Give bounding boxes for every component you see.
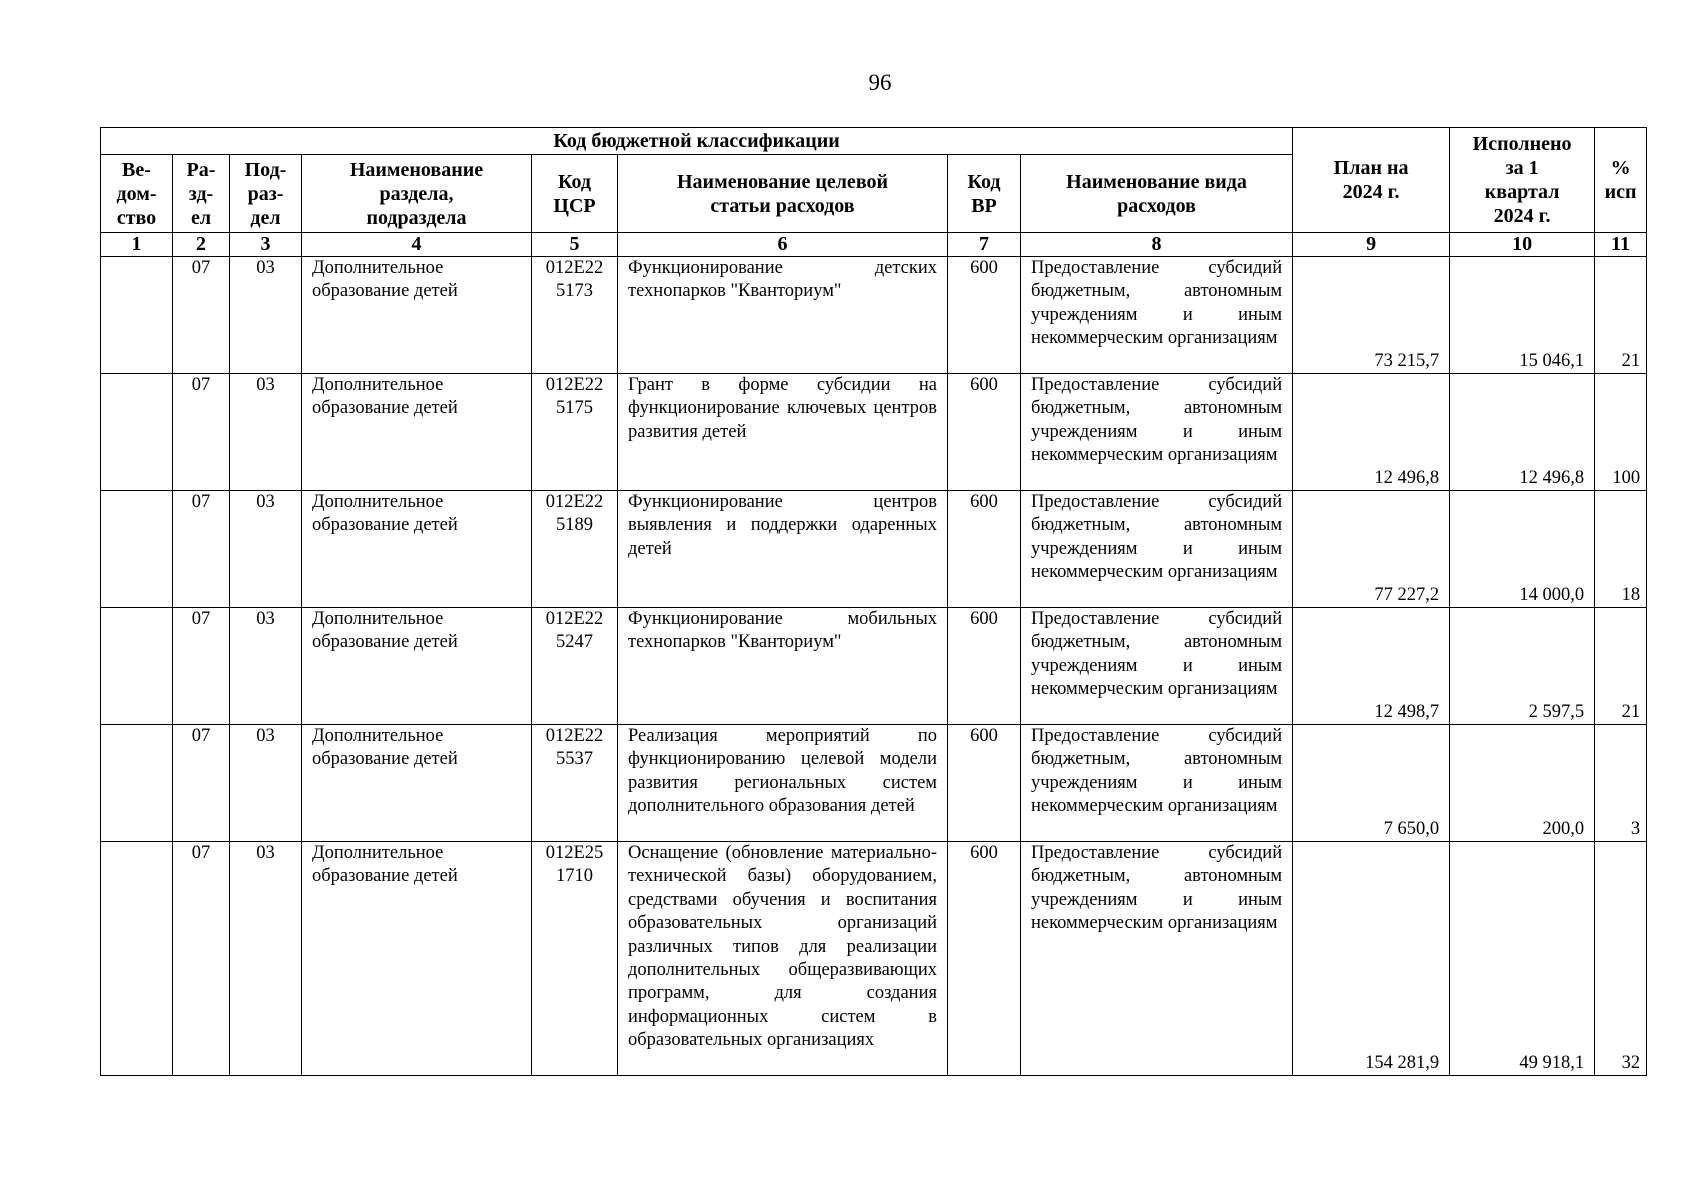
expense-type-cell: Предоставление субсидий бюджетным, автономным учреждениям и иным некоммерческим организациям bbox=[1021, 608, 1293, 725]
podrazdel-cell: 03 bbox=[230, 608, 302, 725]
csr-code-cell: 012E22 5189 bbox=[532, 491, 618, 608]
col-header-8: Наименование вида расходов bbox=[1021, 155, 1293, 233]
page-number: 96 bbox=[868, 70, 892, 95]
col-header-6: Наименование целевой статьи расходов bbox=[618, 155, 948, 233]
vedomstvo-cell bbox=[101, 842, 173, 1076]
executed-value-cell: 12 496,8 bbox=[1450, 374, 1595, 491]
table-row bbox=[101, 725, 1647, 842]
executed-value-cell: 14 000,0 bbox=[1450, 491, 1595, 608]
column-number-row bbox=[101, 233, 1647, 257]
col-header-11: % исп bbox=[1595, 128, 1647, 233]
razdel-cell: 07 bbox=[173, 257, 230, 374]
expense-type-cell: Предоставление субсидий бюджетным, автономным учреждениям и иным некоммерческим организациям bbox=[1021, 257, 1293, 374]
expense-type-cell: Предоставление субсидий бюджетным, автономным учреждениям и иным некоммерческим организациям bbox=[1021, 842, 1293, 1076]
vr-code-cell: 600 bbox=[948, 725, 1021, 842]
column-number: 8 bbox=[1021, 233, 1293, 257]
podrazdel-cell: 03 bbox=[230, 491, 302, 608]
vedomstvo-cell bbox=[101, 608, 173, 725]
executed-value-cell: 49 918,1 bbox=[1450, 842, 1595, 1076]
target-article-cell: Функционирование центров выявления и поддержки одаренных детей bbox=[618, 491, 948, 608]
col-header-3: Под- раз- дел bbox=[230, 155, 302, 233]
percent-cell: 21 bbox=[1595, 257, 1647, 374]
expense-type-cell: Предоставление субсидий бюджетным, автономным учреждениям и иным некоммерческим организациям bbox=[1021, 374, 1293, 491]
table-row bbox=[101, 257, 1647, 374]
vedomstvo-cell bbox=[101, 491, 173, 608]
column-number: 11 bbox=[1595, 233, 1647, 257]
percent-cell: 18 bbox=[1595, 491, 1647, 608]
col-header-4: Наименование раздела, подраздела bbox=[302, 155, 532, 233]
column-number: 4 bbox=[302, 233, 532, 257]
column-number: 6 bbox=[618, 233, 948, 257]
razdel-cell: 07 bbox=[173, 491, 230, 608]
csr-code-cell: 012E22 5173 bbox=[532, 257, 618, 374]
podrazdel-cell: 03 bbox=[230, 725, 302, 842]
target-article-cell: Функционирование мобильных технопарков "Кванториум" bbox=[618, 608, 948, 725]
plan-value-cell: 73 215,7 bbox=[1293, 257, 1450, 374]
percent-cell: 21 bbox=[1595, 608, 1647, 725]
col-header-1: Ве- дом- ство bbox=[101, 155, 173, 233]
podrazdel-cell: 03 bbox=[230, 374, 302, 491]
table-row bbox=[101, 842, 1647, 1076]
vr-code-cell: 600 bbox=[948, 374, 1021, 491]
column-number: 5 bbox=[532, 233, 618, 257]
table-row bbox=[101, 491, 1647, 608]
expense-type-cell: Предоставление субсидий бюджетным, автономным учреждениям и иным некоммерческим организациям bbox=[1021, 491, 1293, 608]
plan-value-cell: 12 498,7 bbox=[1293, 608, 1450, 725]
executed-value-cell: 200,0 bbox=[1450, 725, 1595, 842]
section-name-cell: Дополнительное образование детей bbox=[302, 608, 532, 725]
column-number: 2 bbox=[173, 233, 230, 257]
csr-code-cell: 012E22 5537 bbox=[532, 725, 618, 842]
vedomstvo-cell bbox=[101, 374, 173, 491]
col-header-5: Код ЦСР bbox=[532, 155, 618, 233]
target-article-cell: Реализация мероприятий по функционированию целевой модели развития региональных систем дополнительного образования детей bbox=[618, 725, 948, 842]
section-name-cell: Дополнительное образование детей bbox=[302, 374, 532, 491]
column-number: 7 bbox=[948, 233, 1021, 257]
section-name-cell: Дополнительное образование детей bbox=[302, 842, 532, 1076]
podrazdel-cell: 03 bbox=[230, 257, 302, 374]
table-row bbox=[101, 374, 1647, 491]
col-header-9: План на 2024 г. bbox=[1293, 128, 1450, 233]
vr-code-cell: 600 bbox=[948, 842, 1021, 1076]
col-header-10: Исполнено за 1 квартал 2024 г. bbox=[1450, 128, 1595, 233]
budget-classification-header: Код бюджетной классификации bbox=[101, 128, 1293, 155]
expense-type-cell: Предоставление субсидий бюджетным, автономным учреждениям и иным некоммерческим организациям bbox=[1021, 725, 1293, 842]
section-name-cell: Дополнительное образование детей bbox=[302, 257, 532, 374]
csr-code-cell: 012E25 1710 bbox=[532, 842, 618, 1076]
csr-code-cell: 012E22 5247 bbox=[532, 608, 618, 725]
section-name-cell: Дополнительное образование детей bbox=[302, 491, 532, 608]
vr-code-cell: 600 bbox=[948, 257, 1021, 374]
vedomstvo-cell bbox=[101, 725, 173, 842]
csr-code-cell: 012E22 5175 bbox=[532, 374, 618, 491]
column-number: 10 bbox=[1450, 233, 1595, 257]
percent-cell: 3 bbox=[1595, 725, 1647, 842]
col-header-2: Ра- зд- ел bbox=[173, 155, 230, 233]
plan-value-cell: 7 650,0 bbox=[1293, 725, 1450, 842]
executed-value-cell: 2 597,5 bbox=[1450, 608, 1595, 725]
section-name-cell: Дополнительное образование детей bbox=[302, 725, 532, 842]
column-number: 1 bbox=[101, 233, 173, 257]
vr-code-cell: 600 bbox=[948, 491, 1021, 608]
plan-value-cell: 77 227,2 bbox=[1293, 491, 1450, 608]
razdel-cell: 07 bbox=[173, 842, 230, 1076]
podrazdel-cell: 03 bbox=[230, 842, 302, 1076]
razdel-cell: 07 bbox=[173, 374, 230, 491]
razdel-cell: 07 bbox=[173, 725, 230, 842]
vedomstvo-cell bbox=[101, 257, 173, 374]
razdel-cell: 07 bbox=[173, 608, 230, 725]
plan-value-cell: 154 281,9 bbox=[1293, 842, 1450, 1076]
vr-code-cell: 600 bbox=[948, 608, 1021, 725]
executed-value-cell: 15 046,1 bbox=[1450, 257, 1595, 374]
plan-value-cell: 12 496,8 bbox=[1293, 374, 1450, 491]
column-number: 3 bbox=[230, 233, 302, 257]
target-article-cell: Оснащение (обновление материально-технической базы) оборудованием, средствами обучения и воспитания образовательных организаций различных типов для реализации дополнительных общеразвивающих программ, для создания информационных систем в образовательных организациях bbox=[618, 842, 948, 1076]
column-number: 9 bbox=[1293, 233, 1450, 257]
target-article-cell: Грант в форме субсидии на функционирование ключевых центров развития детей bbox=[618, 374, 948, 491]
col-header-7: Код ВР bbox=[948, 155, 1021, 233]
percent-cell: 100 bbox=[1595, 374, 1647, 491]
table-row bbox=[101, 608, 1647, 725]
target-article-cell: Функционирование детских технопарков "Кванториум" bbox=[618, 257, 948, 374]
budget-table bbox=[100, 127, 1647, 1076]
percent-cell: 32 bbox=[1595, 842, 1647, 1076]
